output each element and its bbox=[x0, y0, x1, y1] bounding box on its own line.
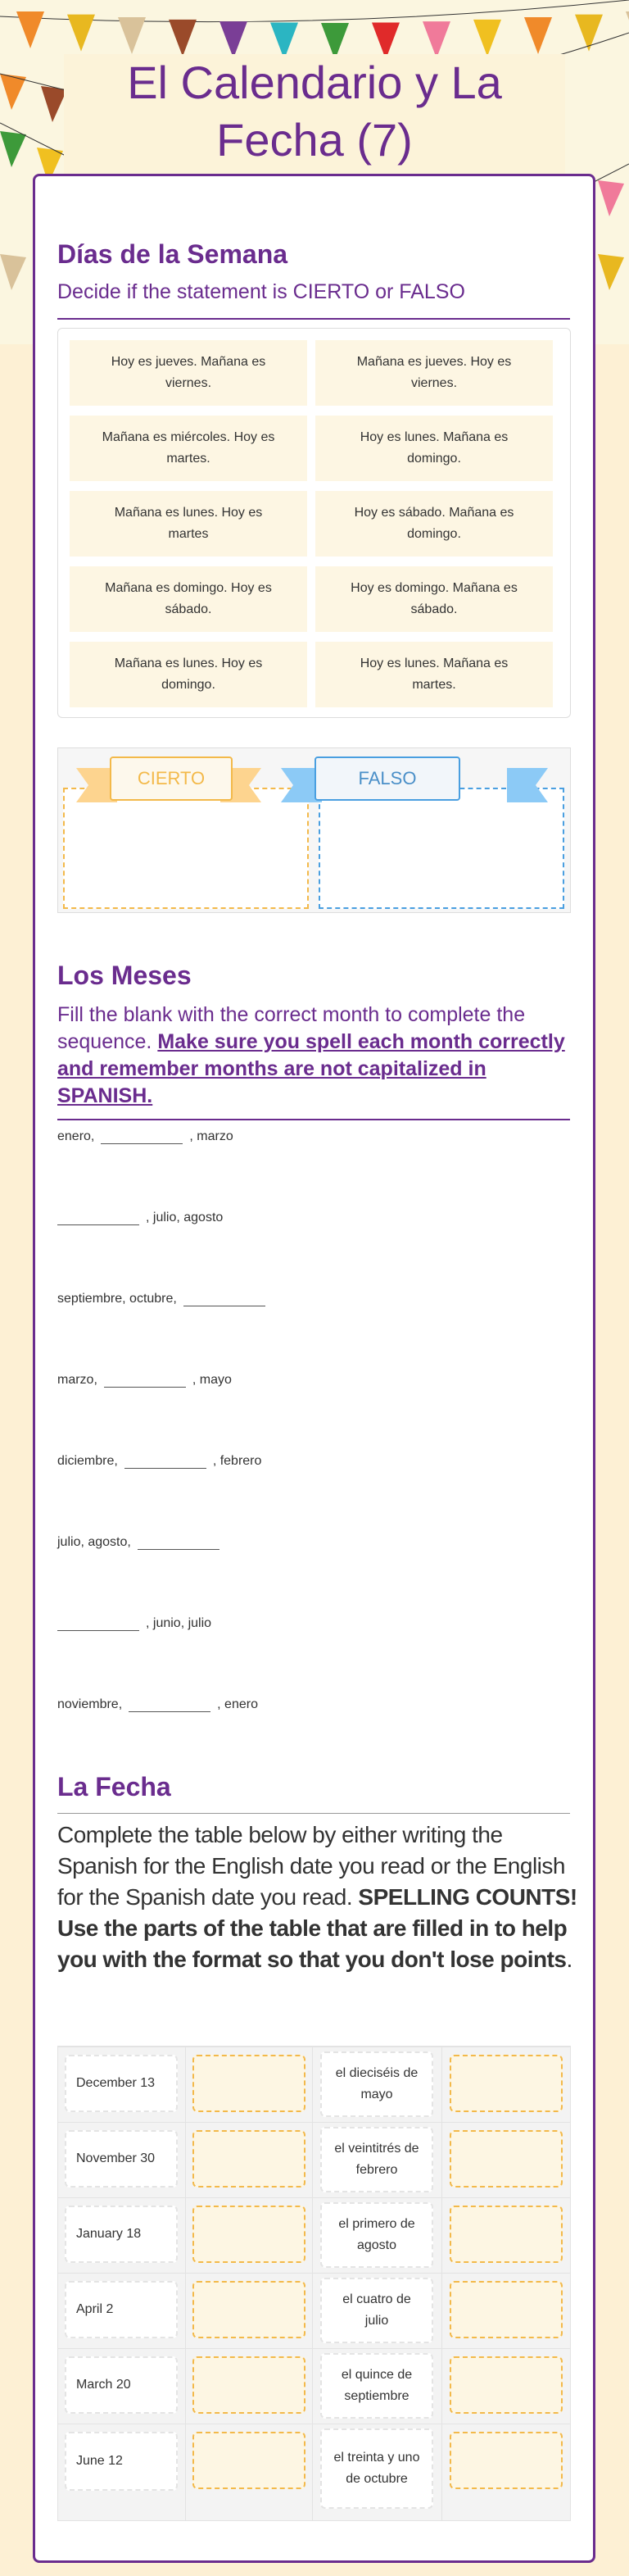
answer-dropzone[interactable] bbox=[450, 2130, 563, 2188]
sequence-item bbox=[57, 1211, 223, 1225]
pennant-flag bbox=[67, 15, 95, 52]
english-date-cell: January 18 bbox=[65, 2206, 178, 2263]
month-blank-input[interactable] bbox=[183, 1292, 265, 1306]
statement-card[interactable]: Mañana es jueves. Hoy es viernes. bbox=[315, 340, 553, 406]
pennant-flag bbox=[423, 21, 450, 58]
english-date-cell: June 12 bbox=[65, 2432, 178, 2491]
spanish-date-cell: el cuatro de julio bbox=[320, 2278, 433, 2343]
row-divider bbox=[58, 2122, 570, 2123]
divider bbox=[57, 318, 570, 320]
answer-dropzone[interactable] bbox=[192, 2055, 305, 2112]
month-blank-input[interactable] bbox=[57, 1211, 139, 1225]
sequence-before: diciembre, bbox=[57, 1454, 118, 1468]
falso-dropzone[interactable] bbox=[319, 788, 564, 909]
column-divider bbox=[441, 2047, 442, 2520]
sequence-after: , enero bbox=[217, 1697, 258, 1711]
row-divider bbox=[58, 2273, 570, 2274]
section-instruction-dias: Decide if the statement is CIERTO or FALSO bbox=[57, 280, 465, 303]
pennant-flag bbox=[0, 254, 26, 290]
answer-dropzone[interactable] bbox=[450, 2356, 563, 2414]
sequence-before: noviembre, bbox=[57, 1697, 123, 1711]
pennant-flag bbox=[598, 180, 624, 216]
instruction-text: Fill the blank with the correct month to complete the sequence. bbox=[57, 1003, 526, 1053]
sequence-before: marzo, bbox=[57, 1373, 97, 1387]
sequence-item bbox=[57, 1373, 232, 1388]
pennant-flag bbox=[169, 20, 197, 57]
pennant-flag bbox=[118, 17, 146, 54]
answer-dropzone[interactable] bbox=[192, 2432, 305, 2489]
instruction-text: Complete the table below by either writing the Spanish for the English date you read or the English for the Spanish date you read. bbox=[57, 1822, 565, 1910]
statement-card[interactable]: Hoy es lunes. Mañana es domingo. bbox=[315, 416, 553, 481]
statement-card[interactable]: Mañana es lunes. Hoy es domingo. bbox=[70, 642, 307, 707]
answer-dropzone[interactable] bbox=[192, 2356, 305, 2414]
answer-dropzone[interactable] bbox=[450, 2055, 563, 2112]
answer-dropzone[interactable] bbox=[450, 2206, 563, 2263]
statement-card[interactable]: Hoy es lunes. Mañana es martes. bbox=[315, 642, 553, 707]
sequence-after: , mayo bbox=[192, 1373, 232, 1387]
spanish-date-cell: el dieciséis de mayo bbox=[320, 2051, 433, 2117]
sequence-before: julio, agosto, bbox=[57, 1535, 131, 1549]
answer-dropzone[interactable] bbox=[192, 2206, 305, 2263]
instruction-emphasis: Make sure you spell each month correctly and remember months are not capitalized in SPANISH. bbox=[57, 1030, 565, 1107]
column-divider bbox=[185, 2047, 186, 2520]
sequence-item bbox=[57, 1454, 261, 1469]
cierto-dropzone[interactable] bbox=[63, 788, 309, 909]
pennant-flag bbox=[16, 11, 44, 48]
cierto-label: CIERTO bbox=[110, 756, 233, 801]
sequence-item bbox=[57, 1535, 219, 1550]
statement-card[interactable]: Hoy es jueves. Mañana es viernes. bbox=[70, 340, 307, 406]
english-date-cell: November 30 bbox=[65, 2130, 178, 2188]
spanish-date-cell: el quince de septiembre bbox=[320, 2353, 433, 2419]
page-title: El Calendario y La Fecha (7) bbox=[64, 54, 565, 174]
section-heading-fecha: La Fecha bbox=[57, 1772, 171, 1801]
sequence-after: , junio, julio bbox=[146, 1616, 212, 1630]
spanish-date-cell: el primero de agosto bbox=[320, 2202, 433, 2268]
answer-dropzone[interactable] bbox=[192, 2130, 305, 2188]
month-blank-input[interactable] bbox=[129, 1697, 210, 1712]
pennant-flag bbox=[219, 21, 247, 58]
pennant-flag bbox=[626, 11, 629, 48]
sequence-item bbox=[57, 1292, 265, 1306]
section-instruction-fecha bbox=[57, 1820, 581, 1975]
english-date-cell: December 13 bbox=[65, 2055, 178, 2112]
sequence-before: enero, bbox=[57, 1129, 95, 1143]
row-divider bbox=[58, 2348, 570, 2349]
sequence-after: , febrero bbox=[212, 1454, 262, 1468]
section-heading-meses: Los Meses bbox=[57, 961, 192, 990]
spanish-date-cell: el veintitrés de febrero bbox=[320, 2127, 433, 2192]
english-date-cell: April 2 bbox=[65, 2281, 178, 2338]
month-blank-input[interactable] bbox=[104, 1373, 186, 1388]
statement-card[interactable]: Hoy es sábado. Mañana es domingo. bbox=[315, 491, 553, 557]
divider bbox=[57, 1119, 570, 1120]
pennant-flag bbox=[473, 20, 501, 57]
statement-card[interactable]: Mañana es lunes. Hoy es martes bbox=[70, 491, 307, 557]
answer-dropzone[interactable] bbox=[450, 2281, 563, 2338]
statement-card[interactable]: Mañana es miércoles. Hoy es martes. bbox=[70, 416, 307, 481]
pennant-flag bbox=[0, 131, 26, 167]
date-table bbox=[57, 2046, 571, 2521]
divider bbox=[57, 1813, 570, 1814]
pennant-flag bbox=[598, 254, 624, 290]
statement-card[interactable]: Mañana es domingo. Hoy es sábado. bbox=[70, 566, 307, 632]
instruction-emphasis: SPELLING COUNTS! Use the parts of the table that are filled in to help you with the format so that you don't lose points bbox=[57, 1884, 577, 1972]
pennant-flag bbox=[524, 17, 552, 54]
falso-label: FALSO bbox=[314, 756, 460, 801]
sequence-item bbox=[57, 1129, 233, 1144]
column-divider bbox=[312, 2047, 313, 2520]
month-blank-input[interactable] bbox=[57, 1616, 139, 1631]
sequence-item bbox=[57, 1616, 211, 1631]
month-blank-input[interactable] bbox=[124, 1454, 206, 1469]
sequence-item bbox=[57, 1697, 258, 1712]
answer-dropzone[interactable] bbox=[450, 2432, 563, 2489]
instruction-end: . bbox=[566, 1947, 572, 1972]
row-divider bbox=[58, 2197, 570, 2198]
category-area bbox=[57, 747, 571, 913]
statement-pool bbox=[57, 328, 571, 718]
ribbon-tail bbox=[507, 768, 548, 802]
sequence-after: , marzo bbox=[189, 1129, 233, 1143]
month-blank-input[interactable] bbox=[138, 1535, 219, 1550]
statement-card[interactable]: Hoy es domingo. Mañana es sábado. bbox=[315, 566, 553, 632]
sequence-before: septiembre, octubre, bbox=[57, 1292, 177, 1306]
english-date-cell: March 20 bbox=[65, 2356, 178, 2414]
month-blank-input[interactable] bbox=[101, 1129, 183, 1144]
section-instruction-meses bbox=[57, 1002, 573, 1110]
sequence-after: , julio, agosto bbox=[146, 1211, 224, 1224]
spanish-date-cell: el treinta y uno de octubre bbox=[320, 2428, 433, 2509]
answer-dropzone[interactable] bbox=[192, 2281, 305, 2338]
section-heading-dias: Días de la Semana bbox=[57, 239, 288, 269]
